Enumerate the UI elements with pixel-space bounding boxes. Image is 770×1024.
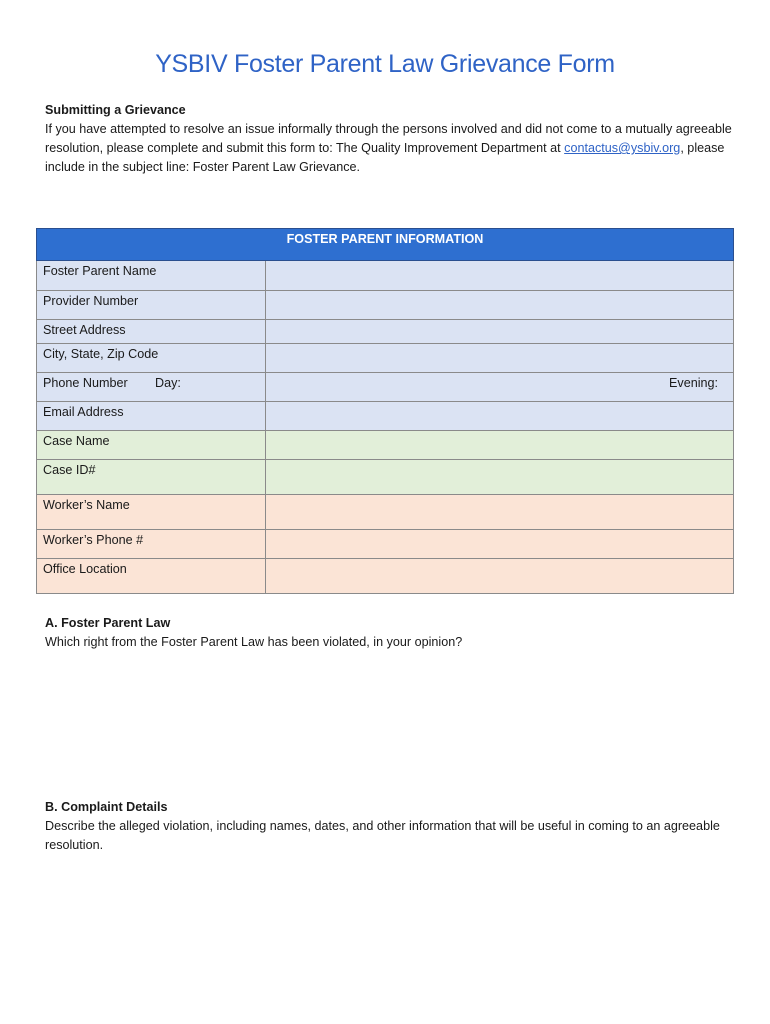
field-worker-phone[interactable] [266, 530, 734, 559]
section-a [45, 614, 735, 652]
label-phone-number [37, 373, 266, 402]
field-provider-number[interactable] [266, 291, 734, 320]
field-city-state-zip[interactable] [266, 344, 734, 373]
section-a-heading: A. Foster Parent Law [45, 616, 171, 630]
foster-parent-info-table [36, 228, 734, 594]
intro-text-start: If you have attempted to resolve an issue informally through the persons involved and did not come to a mutually agreeable resolution, please complete and submit this form to: The Quality Improvement Department at [45, 122, 732, 155]
field-office-location[interactable] [266, 559, 734, 594]
section-a-question: Which right from the Foster Parent Law has been violated, in your opinion? [45, 635, 463, 649]
label-email-address: Email Address [37, 402, 266, 431]
label-foster-parent-name: Foster Parent Name [37, 261, 266, 291]
label-worker-name: Worker’s Name [37, 495, 266, 530]
label-street-address: Street Address [37, 320, 266, 344]
label-case-name: Case Name [37, 431, 266, 460]
label-office-location: Office Location [37, 559, 266, 594]
label-provider-number: Provider Number [37, 291, 266, 320]
field-foster-parent-name[interactable] [266, 261, 734, 291]
label-city-state-zip: City, State, Zip Code [37, 344, 266, 373]
label-worker-phone: Worker’s Phone # [37, 530, 266, 559]
section-b-heading: B. Complaint Details [45, 800, 168, 814]
email-link[interactable]: contactus@ysbiv.org [564, 141, 681, 155]
intro-text-end: , please include in the subject line: Foster Parent Law Grievance. [45, 141, 725, 174]
field-email-address[interactable] [266, 402, 734, 431]
field-worker-name[interactable] [266, 495, 734, 530]
section-b [45, 798, 735, 855]
phone-evening-label: Evening: [669, 376, 719, 390]
field-phone[interactable] [266, 373, 734, 402]
intro-text [45, 120, 735, 177]
field-case-name[interactable] [266, 431, 734, 460]
table-header: FOSTER PARENT INFORMATION [37, 229, 734, 261]
intro-block [45, 101, 735, 177]
field-case-id[interactable] [266, 460, 734, 495]
intro-heading: Submitting a Grievance [45, 103, 186, 117]
section-b-question: Describe the alleged violation, including names, dates, and other information that will be useful in coming to an agreeable resolution. [45, 819, 720, 852]
phone-day-label: Day: [155, 376, 181, 390]
form-title: YSBIV Foster Parent Law Grievance Form [155, 50, 615, 78]
field-street-address[interactable] [266, 320, 734, 344]
phone-number-label: Phone Number [43, 376, 128, 390]
label-case-id: Case ID# [37, 460, 266, 495]
